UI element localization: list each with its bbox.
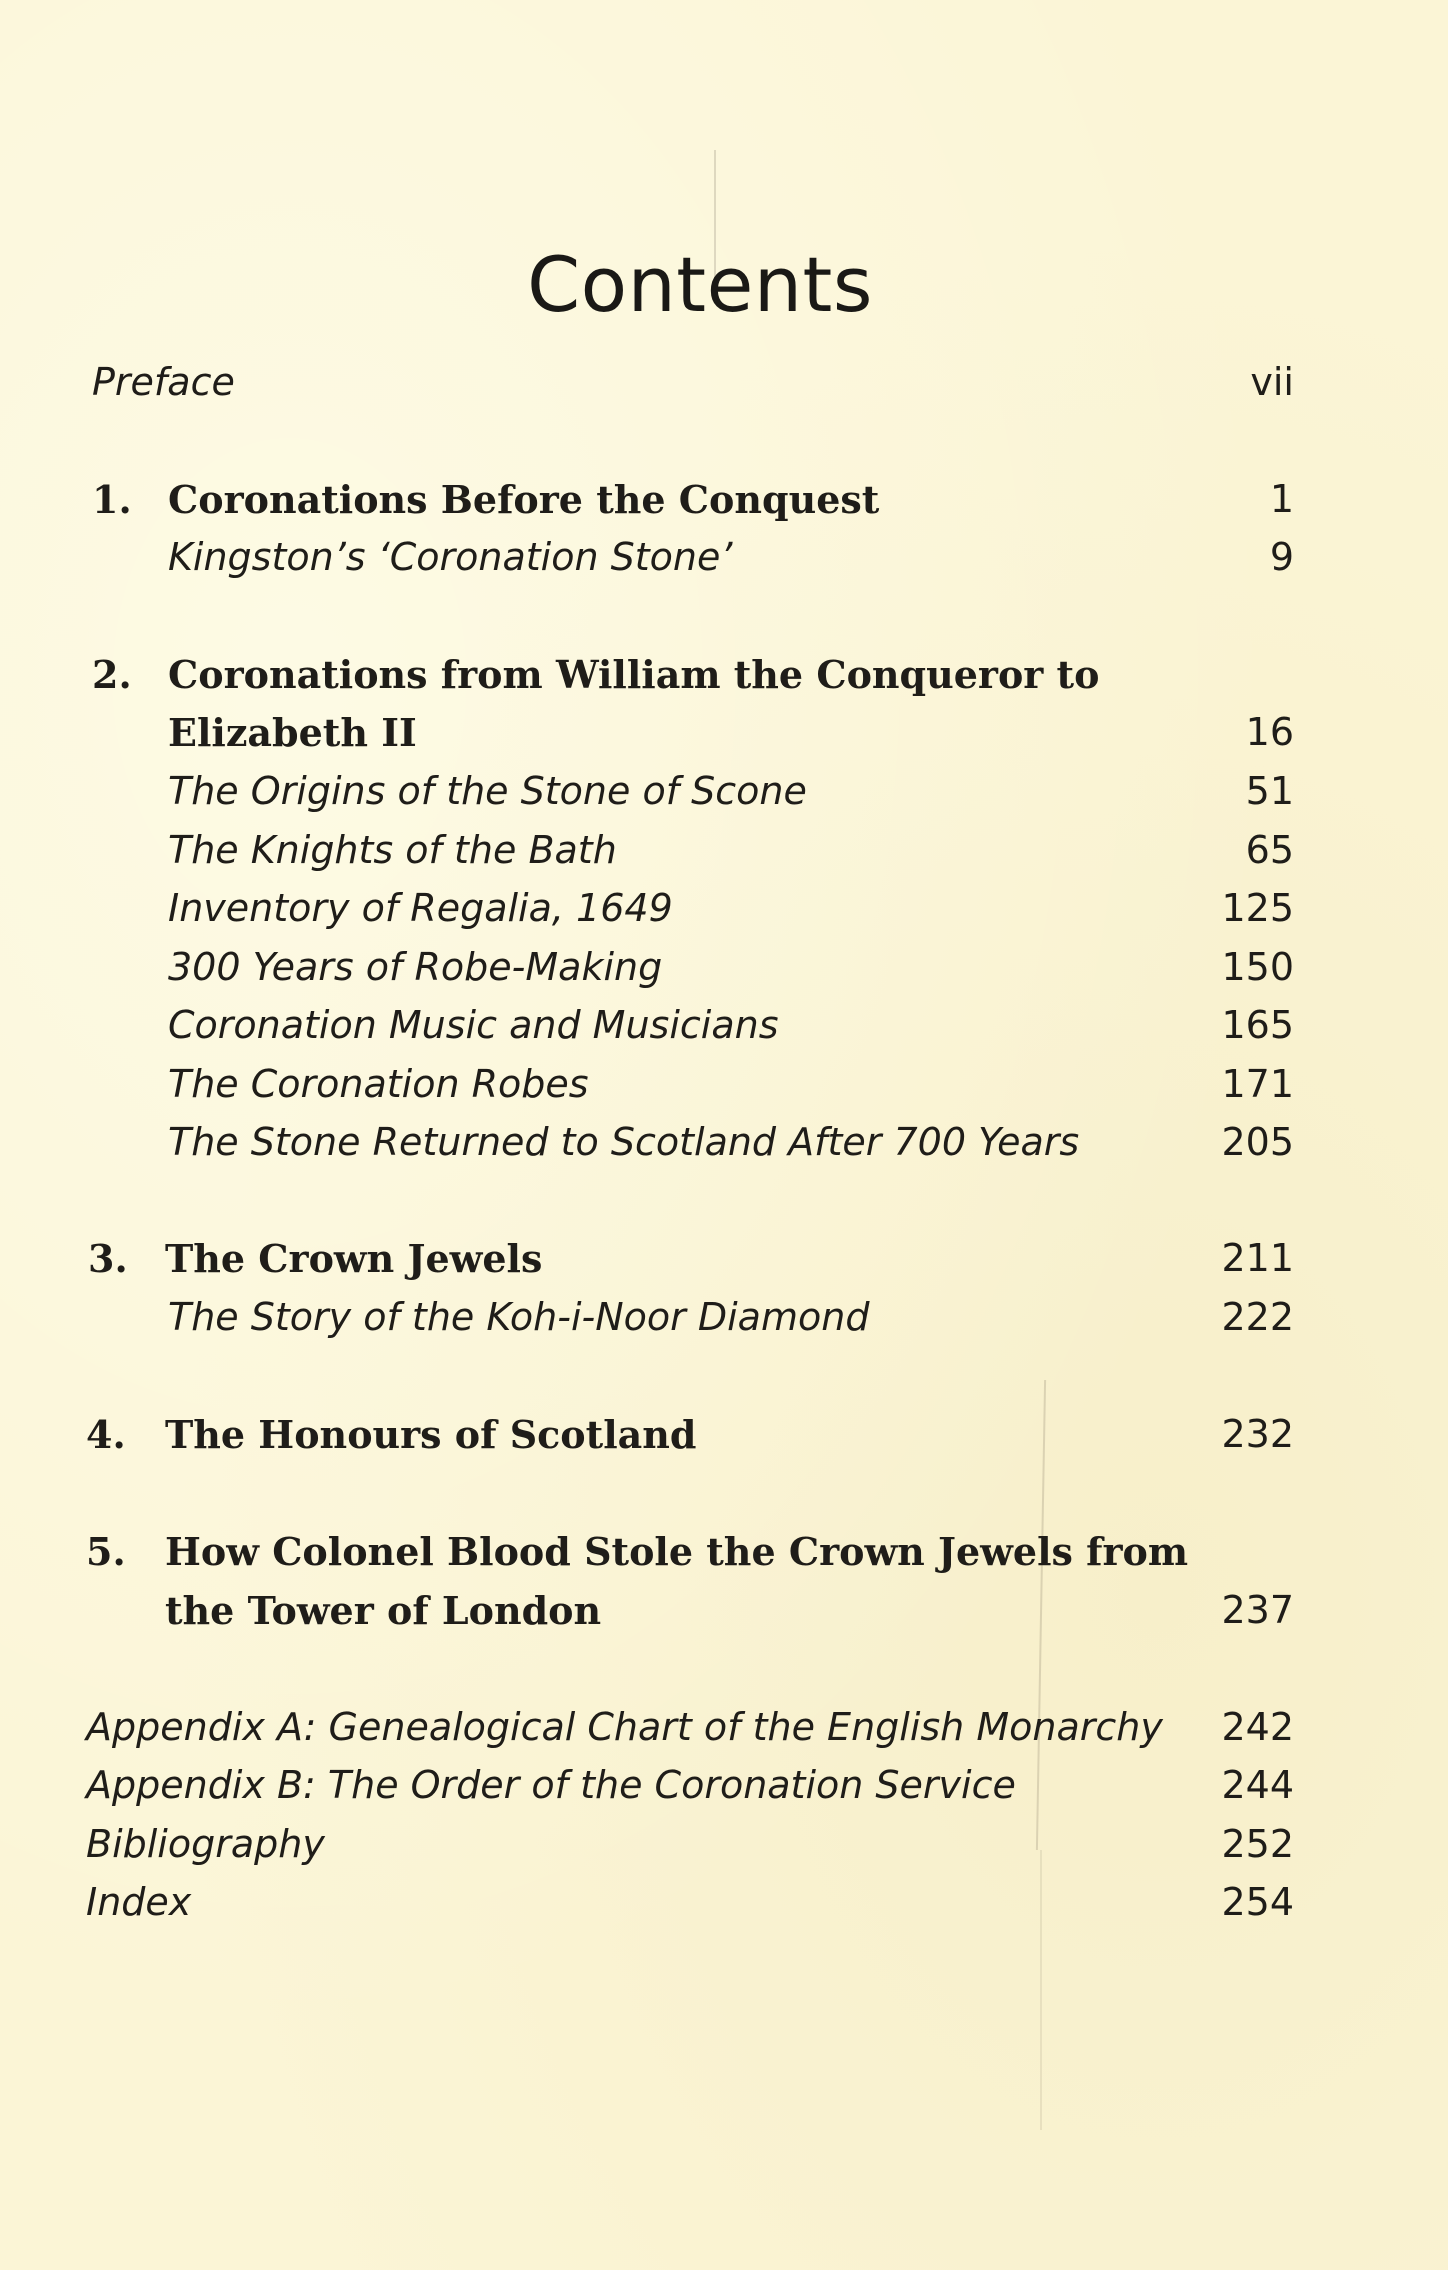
section-title: Inventory of Regalia, 1649 [168,886,673,930]
section-title: The Origins of the Stone of Scone [168,769,807,813]
toc-section[interactable] [0,1295,1448,1353]
toc-page-number: 165 [1221,1003,1294,1047]
toc-chapter-3[interactable] [0,1236,1448,1294]
back-matter-label: Index [86,1880,192,1924]
section-title: The Knights of the Bath [168,828,617,872]
section-title: The Story of the Koh-i-Noor Diamond [168,1295,870,1339]
section-title: The Stone Returned to Scotland After 700 Years [168,1120,1080,1164]
toc-section[interactable] [0,945,1448,1003]
back-matter-label: Appendix A: Genealogical Chart of the English Monarchy [86,1705,1163,1749]
chapter-number: 1. [92,477,132,522]
chapter-number: 3. [88,1236,128,1281]
back-matter-label: Appendix B: The Order of the Coronation Service [86,1763,1016,1807]
toc-page-number: 150 [1221,945,1294,989]
chapter-title-cont: Elizabeth II [168,710,417,755]
chapter-title-cont: the Tower of London [165,1588,602,1633]
toc-section[interactable] [0,535,1448,593]
toc-entry-preface[interactable] [0,360,1448,418]
toc-page-number: 254 [1221,1880,1294,1924]
page-title: Contents [527,240,873,329]
toc-index[interactable] [0,1880,1448,1938]
chapter-title: How Colonel Blood Stole the Crown Jewels from [165,1529,1189,1574]
section-title: The Coronation Robes [168,1062,589,1106]
toc-page-number: 65 [1245,828,1294,872]
toc-page-number: 125 [1221,886,1294,930]
toc-bibliography[interactable] [0,1822,1448,1880]
toc-appendix-a[interactable] [0,1705,1448,1763]
section-title: 300 Years of Robe-Making [168,945,663,989]
toc-page-number: 252 [1221,1822,1294,1866]
toc-chapter-5[interactable] [0,1529,1448,1587]
chapter-number: 4. [86,1412,126,1457]
toc-section[interactable] [0,886,1448,944]
chapter-number: 5. [86,1529,126,1574]
chapter-title: Coronations from William the Conqueror to [168,652,1100,697]
toc-page-number: 237 [1221,1588,1294,1632]
back-matter-label: Bibliography [86,1822,325,1866]
toc-section[interactable] [0,828,1448,886]
toc-section[interactable] [0,1120,1448,1178]
toc-chapter-2[interactable] [0,652,1448,710]
section-title: Coronation Music and Musicians [168,1003,779,1047]
toc-page-number: 1 [1269,477,1294,521]
toc-entry-label: Preface [92,360,235,404]
chapter-title: Coronations Before the Conquest [168,477,880,522]
chapter-title: The Honours of Scotland [165,1412,697,1457]
toc-page-number: vii [1250,360,1294,404]
toc-chapter-1[interactable] [0,477,1448,535]
toc-section[interactable] [0,769,1448,827]
toc-chapter-4[interactable] [0,1412,1448,1470]
toc-page-number: 222 [1221,1295,1294,1339]
toc-section[interactable] [0,1062,1448,1120]
toc-page-number: 211 [1221,1236,1294,1280]
toc-page-number: 16 [1245,710,1294,754]
toc-page-number: 51 [1245,769,1294,813]
chapter-number: 2. [92,652,132,697]
chapter-title: The Crown Jewels [165,1236,543,1281]
toc-page-number: 171 [1221,1062,1294,1106]
toc-page-number: 205 [1221,1120,1294,1164]
toc-page-number: 244 [1221,1763,1294,1807]
toc-chapter-5-cont[interactable] [0,1588,1448,1646]
section-title: Kingston’s ‘Coronation Stone’ [168,535,733,579]
toc-section[interactable] [0,1003,1448,1061]
toc-page-number: 9 [1269,535,1294,579]
toc-appendix-b[interactable] [0,1763,1448,1821]
toc-page-number: 232 [1221,1412,1294,1456]
toc-page-number: 242 [1221,1705,1294,1749]
toc-chapter-2-cont[interactable] [0,710,1448,768]
